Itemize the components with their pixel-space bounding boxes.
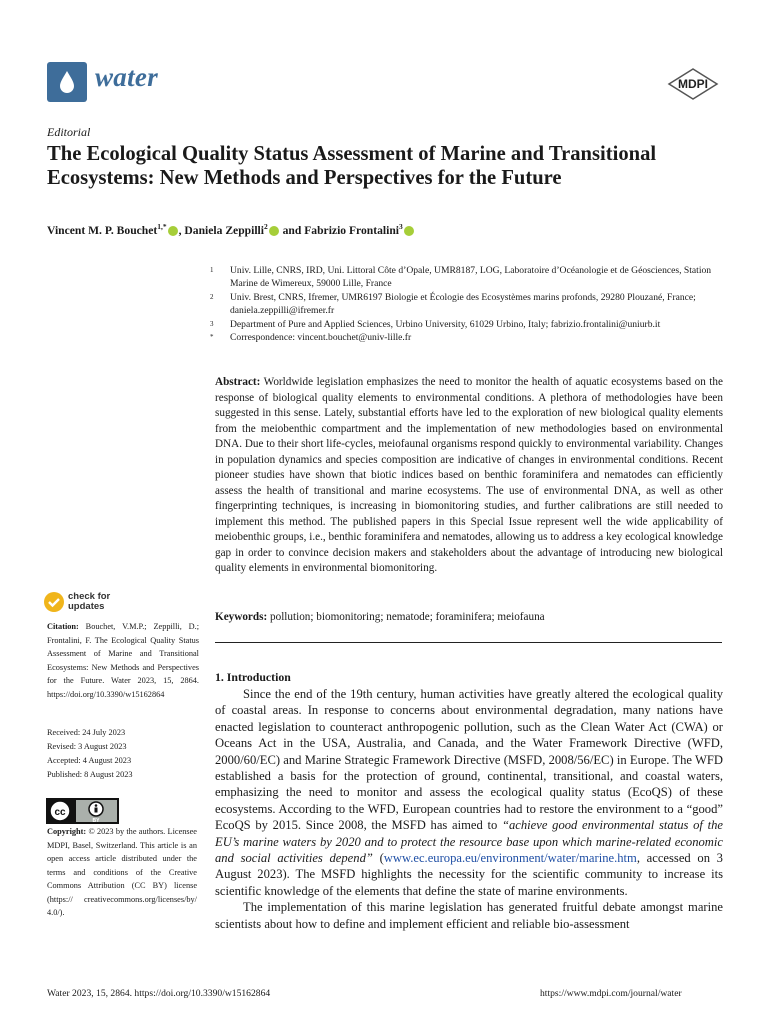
check-updates-line1: check for [68,591,111,602]
paragraph-text: Since the end of the 19th century, human activities have greatly altered the ecological quality of coastal areas. In response to concerns about environmental degradation, many nations have enacted legislation to counteract anthropogenic pollution, such as the Clean Water Act (CWA) or Oceans Act in the USA, Australia, and Canada, and the Water Framework Directive (WFD, 2000/60/EC) and Marine Strategic Framework Directive (MSFD, 2008/56/EC) in Europe. The WFD established a basis for the protection of ground, continental, transitional, and coastal waters, emphasizing the need to monitor and assess the ecological quality status (EcoQS) of these ecosystems. According to the WFD, European countries had to restore the environment to a “good” EcoQS by 2015. Since 2008, the MSFD has aimed to [215,687,723,833]
article-type: Editorial [47,125,91,139]
paragraph-text: ( [372,851,384,866]
affiliation-item [210,318,725,331]
mdpi-logo-icon [667,68,719,100]
affiliation-number: 3 [210,319,214,328]
author-name: Vincent M. P. Bouchet [47,223,158,237]
section-heading: 1. Introduction [215,670,291,684]
date-revised: Revised: 3 August 2023 [47,742,127,751]
affiliation-text: Department of Pure and Applied Sciences, Urbino University, 61029 Urbino, Italy; fabrizio.frontalini@uniurb.it [230,318,661,330]
footer-journal-link[interactable]: https://www.mdpi.com/journal/water [540,988,682,999]
author-name: and Fabrizio Frontalini [279,223,400,237]
author-list [47,222,415,237]
paragraph-text: , accessed on 3 August 2023). The MSFD highlights the necessity for the scientific community to increase its scientific knowledge of the elements that define the state of marine environments. [215,851,723,898]
affiliation-number: * [210,333,214,342]
orcid-icon[interactable] [168,226,178,236]
copyright-label: Copyright: [47,827,87,836]
date-received: Received: 24 July 2023 [47,728,126,737]
journal-logo-icon [47,62,87,102]
affiliation-number: 1 [210,266,214,274]
quote-text: “achieve good environmental status of the EU’s marine waters by 2020 and to protect the resource base upon which marine-related economic and social activities depend” [215,818,723,866]
copyright-block [47,825,197,920]
affiliation-item [210,331,725,344]
keywords [215,611,723,623]
affiliation-item [210,264,725,291]
author-affiliation-sup: 1,* [157,222,167,231]
date-published: Published: 8 August 2023 [47,770,133,779]
affiliation-number: 2 [210,292,214,301]
svg-text:cc: cc [54,807,66,818]
abstract-text: Worldwide legislation emphasizes the need to monitor the health of aquatic ecosystems based on the response of biological quality elements to environmental conditions. A plethora of methodologies have been suggested in this sense. Lately, substantial efforts have led to the exploration of new biological quality elements from the meiobenthic compartment and the implementation of new methodologies based on environmental DNA. Due to their short life-cycles, meiofaunal organisms respond quickly to environmental variability. Changes in population dynamics and species composition are indicative of changes in environmental conditions. Recent pioneer studies have shown that biotic indices based on benthic foraminifera and nematodes can efficiently assess the health of transitional and marine ecosystems. The use of environmental DNA, as well as other fingerprinting techniques, is increasing in biomonitoring studies, and further calibrations are still needed to implement this method. The published papers in this Special Issue represent well the wide applicability of meiobenthic groups, i.e., benthic foraminifera and nematodes, allowing us to address a key ecological knowledge gap in order to convince decision makers and stakeholders about the advantage of introducing new biological quality elements in environmental biomonitoring. [215,376,723,574]
citation-label: Citation: [47,622,79,631]
copyright-text: © 2023 by the authors. Licensee MDPI, Basel, Switzerland. This article is an open access article distributed under the terms and conditions of the Creative Commons Attribution (CC BY) license (https:// creativecommons.org/licenses/by/ 4.0/). [47,827,197,917]
paragraph [215,686,723,899]
footer-citation: Water 2023, 15, 2864. https://doi.org/10.3390/w15162864 [47,988,271,999]
author-affiliation-sup: 2 [263,222,268,231]
article-title: The Ecological Quality Status Assessment of Marine and Transitional Ecosystems: New Methods and Perspectives for the Future [47,143,657,189]
abstract [215,375,723,577]
affiliation-text: Univ. Brest, CNRS, Ifremer, UMR6197 Biologie et Écologie des Ecosystèmes marins profonds, 29280 Plouzané, France; daniela.zeppilli@ifremer.fr [230,291,696,317]
publication-dates [47,726,133,782]
affiliation-text: Univ. Lille, CNRS, IRD, Uni. Littoral Côte d’Opale, UMR8187, LOG, Laboratoire d’Océanologie et de Géosciences, Station Marine de Wimereux, 59000 Lille, France [230,265,712,290]
affiliations [210,264,725,344]
paragraph-text: The implementation of this marine legislation has generated fruitful debate amongst marine scientists about how to define and implement efficient and reliable bio-assessment [215,900,723,931]
keywords-label: Keywords: [215,611,268,623]
paragraph [215,899,723,932]
author-affiliation-sup: 3 [399,222,403,231]
marine-directive-link[interactable]: www.ec.europa.eu/environment/water/marine.htm [383,851,637,866]
check-updates-line2: updates [68,601,105,612]
check-updates-icon [44,592,64,612]
abstract-label: Abstract: [215,376,261,388]
keywords-text: pollution; biomonitoring; nematode; foraminifera; meiofauna [270,611,545,623]
orcid-icon[interactable] [269,226,279,236]
journal-name: water [95,62,159,92]
section-divider [215,642,722,643]
citation-block [47,620,199,701]
affiliation-text: Correspondence: vincent.bouchet@univ-lille.fr [230,332,412,344]
check-updates-label [68,592,110,612]
author-name: , Daniela Zeppilli [178,223,264,237]
date-accepted: Accepted: 4 August 2023 [47,756,132,765]
affiliation-item [210,291,725,318]
cc-by-label: BY [92,818,100,824]
introduction-body [215,686,723,932]
orcid-icon[interactable] [404,226,414,236]
cc-by-license-icon[interactable] [46,798,119,824]
check-for-updates-button[interactable] [44,592,154,614]
mdpi-logo-text: MDPI [678,77,708,91]
citation-text: Bouchet, V.M.P.; Zeppilli, D.; Frontalini, F. The Ecological Quality Status Assessment of Marine and Transitional Ecosystems: New Methods and Perspectives for the Future. Water 2023, 15, 2864. https://doi.org/10.3390/w15162864 [47,622,199,699]
